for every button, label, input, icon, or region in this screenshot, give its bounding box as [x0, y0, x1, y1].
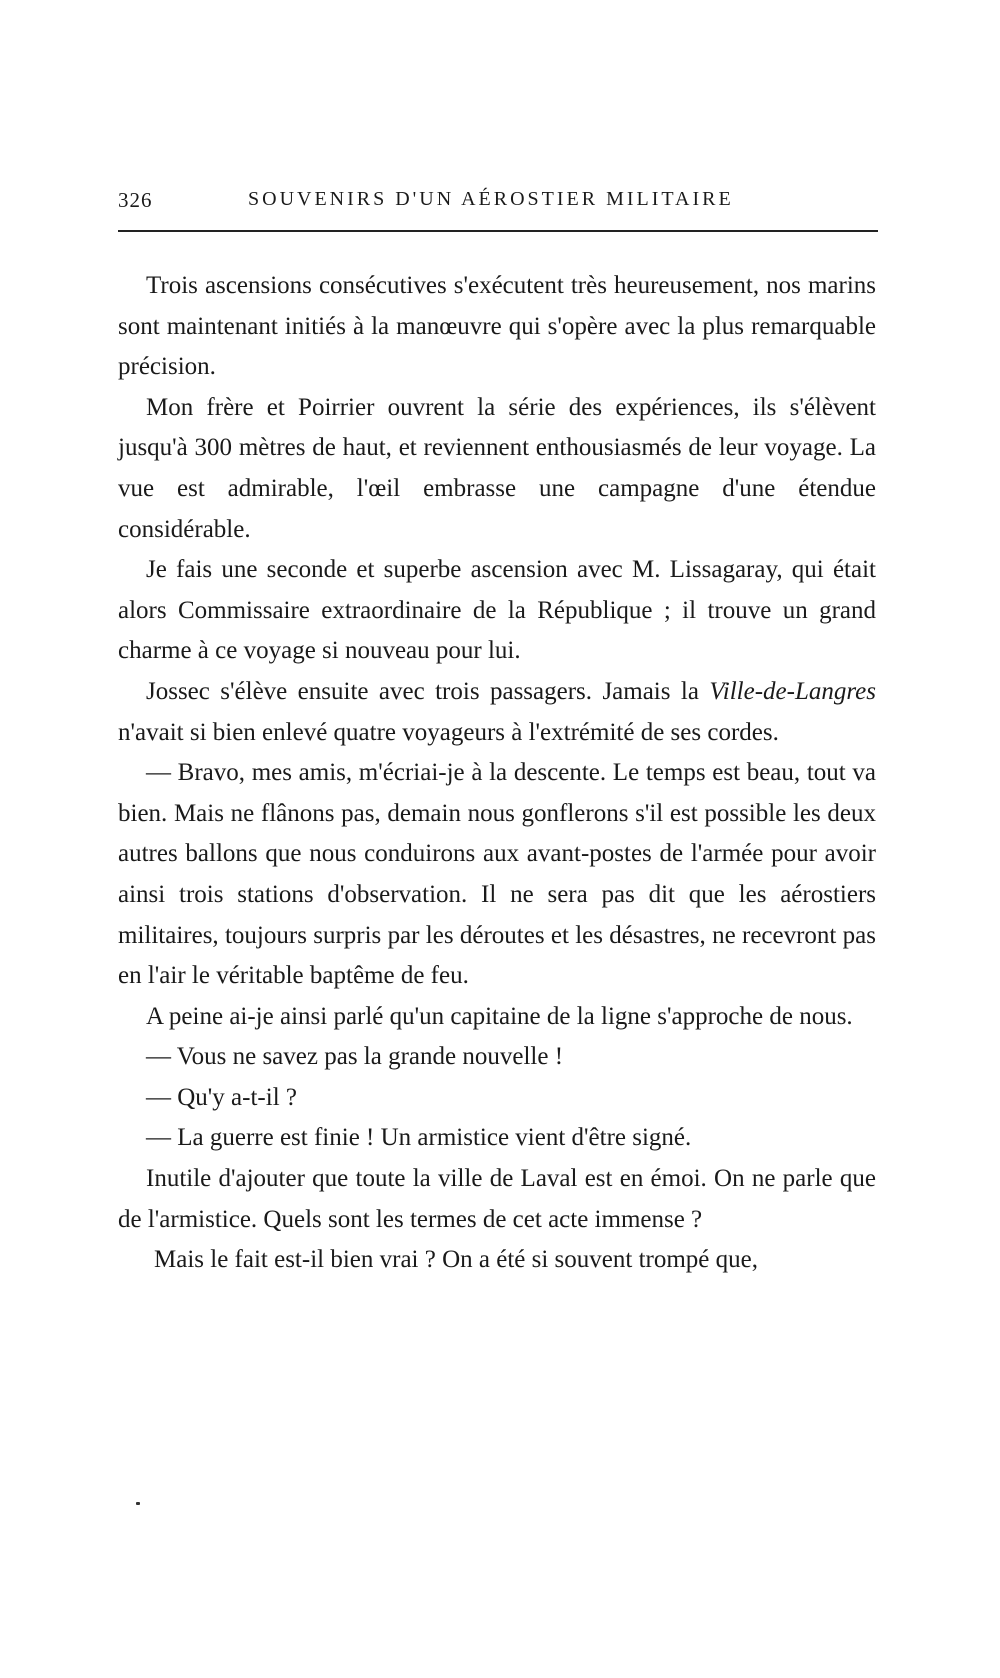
ship-name-italic: Ville-de-Langres: [709, 677, 876, 705]
paragraph-6: A peine ai-je ainsi parlé qu'un capitaine de la ligne s'approche de nous.: [146, 1002, 853, 1030]
page-number: 326: [118, 188, 153, 212]
dialogue-line-2: — Qu'y a-t-il ?: [146, 1083, 297, 1111]
paragraph-4-after: n'avait si bien enlevé quatre voyageurs à l'extrémité de ses cordes.: [118, 718, 779, 746]
paragraph-4: [118, 672, 876, 753]
body-text: [118, 266, 876, 1281]
paragraph-10: Inutile d'ajouter que toute la ville de Laval est en émoi. On ne parle que de l'armistice. Quels sont les termes de cet acte immense ?: [118, 1165, 876, 1233]
dialogue-line-1: — Vous ne savez pas la grande nouvelle !: [146, 1043, 564, 1071]
page-header: [118, 188, 878, 218]
paragraph-3: Je fais une seconde et superbe ascension avec M. Lissagaray, qui était alors Commissaire extraordinaire de la République ; il trouve un grand charme à ce voyage si nouveau pour lui.: [118, 556, 876, 665]
paragraph-4-before: Jossec s'élève ensuite avec trois passagers. Jamais la: [146, 677, 710, 705]
paragraph-5: — Bravo, mes amis, m'écriai-je à la descente. Le temps est beau, tout va bien. Mais ne flânons pas, demain nous gonflerons s'il est possible les deux autres ballons que nous conduirons aux avant-postes de l'armée pour avoir ainsi trois stations d'observation. Il ne sera pas dit que les aérostiers militaires, toujours surpris par les déroutes et les désastres, ne recevront pas en l'air le véritable baptême de feu.: [118, 759, 876, 990]
dialogue-line-3: — La guerre est finie ! Un armistice vient d'être signé.: [146, 1124, 692, 1152]
paragraph-11: Mais le fait est-il bien vrai ? On a été si souvent trompé que,: [154, 1246, 758, 1274]
ink-speck: [136, 1502, 140, 1505]
paragraph-1: Trois ascensions consécutives s'exécutent très heureusement, nos marins sont maintenant initiés à la manœuvre qui s'opère avec la plus remarquable précision.: [118, 272, 876, 381]
paragraph-2: Mon frère et Poirrier ouvrent la série des expériences, ils s'élèvent jusqu'à 300 mètres de haut, et reviennent enthousiasmés de leur voyage. La vue est admirable, l'œil embrasse une campagne d'une étendue considérable.: [118, 393, 876, 543]
header-rule: [118, 230, 878, 232]
running-title: SOUVENIRS D'UN AÉROSTIER MILITAIRE: [248, 188, 734, 210]
